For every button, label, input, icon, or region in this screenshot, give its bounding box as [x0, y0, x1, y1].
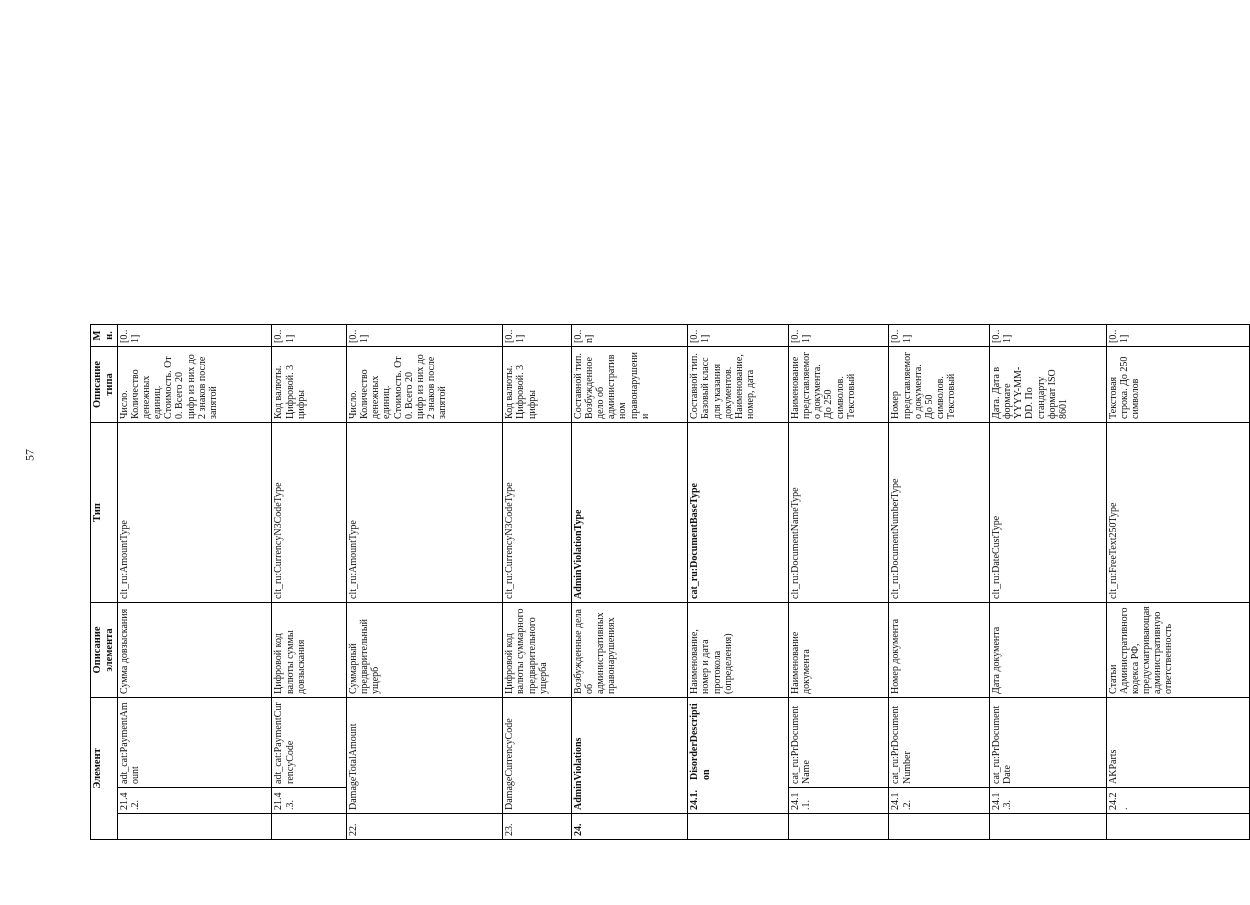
row-type-description: Число. Количество денежных единиц. Стоимость. От 0. Всего 20 цифр из них до 2 знаков после запятой [346, 346, 502, 422]
row-multiplicity: [0..1] [989, 324, 1106, 346]
row-type-description: Число. Количество денежных единиц. Стоимость. От 0. Всего 20 цифр из них до 2 знаков после запятой [117, 346, 272, 422]
header-description: Описание элемента [91, 602, 118, 697]
row-multiplicity: [0..1] [346, 324, 502, 346]
row-element-description: Цифровой код валюты суммы довзыскания [272, 602, 347, 697]
row-element-name: adt_cat:PaymentAmount [117, 697, 272, 787]
table-row [788, 324, 889, 839]
row-multiplicity: [0..1] [503, 324, 571, 346]
header-element: Элемент [91, 697, 118, 839]
table-row [688, 324, 789, 839]
row-multiplicity: [0..1] [272, 324, 347, 346]
row-multiplicity: [0..1] [1106, 324, 1249, 346]
row-element-name: adt_cat:PaymentCurrencyCode [272, 697, 347, 787]
row-type: clt_ru:CurrencyN3CodeType [503, 422, 571, 602]
row-type: clt_ru:AmountType [346, 422, 502, 602]
table-row [272, 324, 347, 839]
row-element-description: Сумма довзыскания [117, 602, 272, 697]
row-number: 21.4.3. [272, 788, 347, 814]
row-indent [1106, 814, 1249, 840]
row-number: 22. [346, 814, 502, 840]
row-type-description: Наименование представляемого документа. До 250 символов. Текстовый [788, 346, 889, 422]
table-row [117, 324, 272, 839]
row-element-description: Дата документа [989, 602, 1106, 697]
row-element-description: Наименование, номер и дата протокола (определения) [688, 602, 789, 697]
row-element-description: Цифровой код валюты суммарного предварительного ущерба [503, 602, 571, 697]
row-element-description: Суммарный предварительный ущерб [346, 602, 502, 697]
table-row [889, 324, 990, 839]
row-element-name: AdminViolations [571, 697, 688, 813]
row-type-description: Дата. Дата в формате YYYY-MM-DD. По стандарту формат ISO 8601 [989, 346, 1106, 422]
row-number: 24.1.2. [889, 788, 990, 814]
row-type-description: Составной тип. Базовый класс для указания документов. Наименование, номер, дата [688, 346, 789, 422]
row-multiplicity: [0..n] [571, 324, 688, 346]
row-type: AdminViolationType [571, 422, 688, 602]
row-type: clt_ru:DocumentNameType [788, 422, 889, 602]
row-type-description: Код валюты. Цифровой. 3 цифры [503, 346, 571, 422]
row-type: clt_ru:DateCustType [989, 422, 1106, 602]
header-type-description: Описание типа [91, 346, 118, 422]
row-element-description: Наименование документа [788, 602, 889, 697]
row-element-name: DamageTotalAmount [346, 697, 502, 813]
row-element-name: cat_ru:PrDocumentName [788, 697, 889, 787]
row-indent [989, 814, 1106, 840]
row-element-description: Возбужденные дела об административных правонарушениях [571, 602, 688, 697]
header-type: Тип [91, 422, 118, 602]
row-multiplicity: [0..1] [788, 324, 889, 346]
row-number: 24.2. [1106, 788, 1249, 814]
row-type: clt_ru:CurrencyN3CodeType [272, 422, 347, 602]
row-element-name: AKParts [1106, 697, 1249, 787]
table-row [346, 324, 502, 839]
table-row [503, 324, 571, 839]
row-type: cat_ru:DocumentBaseType [688, 422, 789, 602]
row-number: 24. [571, 814, 688, 840]
row-indent [117, 814, 272, 840]
row-number: 24.1.3. [989, 788, 1106, 814]
table-row [1106, 324, 1249, 839]
row-type-description: Номер представляемого документа. До 50 символов. Текстовый [889, 346, 990, 422]
row-multiplicity: [0..1] [688, 324, 789, 346]
row-element-name: cat_ru:PrDocumentNumber [889, 697, 990, 787]
row-element-name-disorder-description [688, 697, 789, 813]
row-multiplicity: [0..1] [117, 324, 272, 346]
row-type-description: Текстовая строка. До 250 символов [1106, 346, 1249, 422]
page-number: 57 [22, 449, 37, 461]
header-multiplicity: Мн. [91, 324, 118, 346]
row-type: clt_ru:FreeText250Type [1106, 422, 1249, 602]
table-header-row [91, 324, 118, 839]
row-element-description: Номер документа [889, 602, 990, 697]
row-indent [889, 814, 990, 840]
row-multiplicity: [0..1] [889, 324, 990, 346]
row-element-name: DamageCurrencyCode [503, 697, 571, 813]
row-element-name: cat_ru:PrDocumentDate [989, 697, 1106, 787]
element-description-table [90, 324, 1250, 840]
row-number: 23. [503, 814, 571, 840]
row-indent [688, 814, 789, 840]
row-type-description: Код валюты. Цифровой. 3 цифры [272, 346, 347, 422]
row-element-description: Статьи Административного кодекса РФ, предусматривающая административную ответственность [1106, 602, 1249, 697]
row-type: clt_ru:AmountType [117, 422, 272, 602]
row-number: 24.1. [689, 790, 701, 810]
row-indent [788, 814, 889, 840]
row-type: clt_ru:DocumentNumberType [889, 422, 990, 602]
row-type-description: Составной тип. Возбужденное дело об административном правонарушении [571, 346, 688, 422]
table-row [989, 324, 1106, 839]
row-indent [272, 814, 347, 840]
row-number: 21.4.2. [117, 788, 272, 814]
row-element-name: DisorderDescription [689, 703, 712, 780]
table-row [571, 324, 688, 839]
row-number: 24.1.1. [788, 788, 889, 814]
